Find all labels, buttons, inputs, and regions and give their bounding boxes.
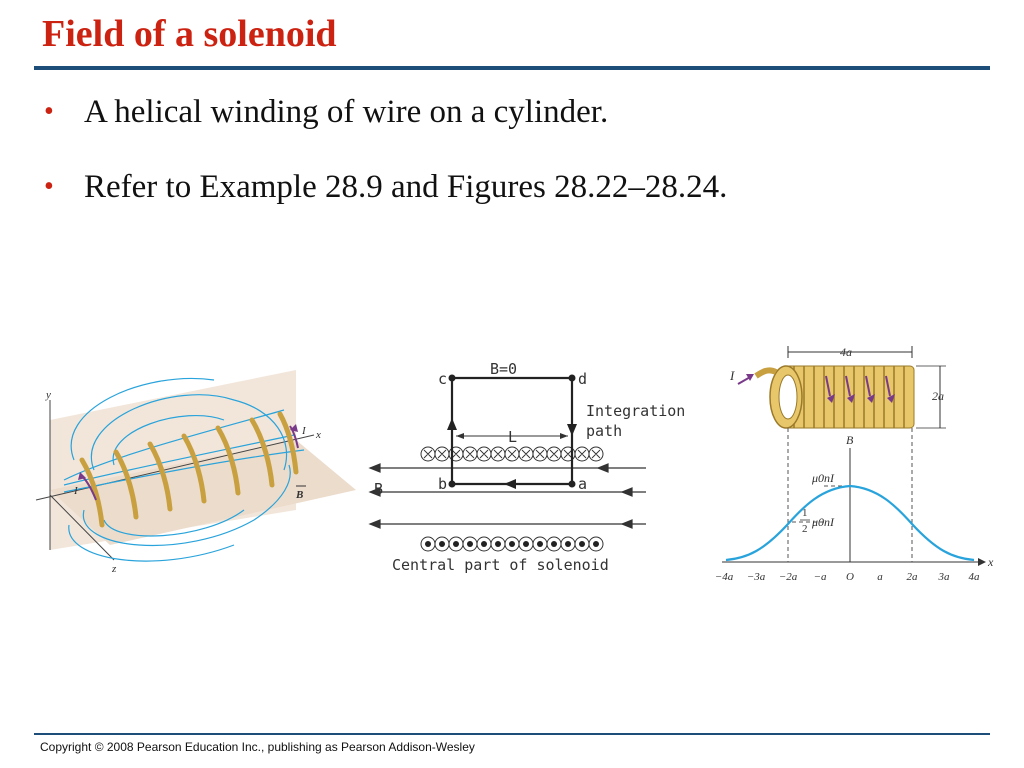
path-label: path — [586, 422, 623, 440]
field-lines — [370, 464, 646, 528]
bullet-text: A helical winding of wire on a cylinder. — [84, 94, 609, 130]
bullet-item — [44, 92, 727, 132]
label-b-zero: B=0 — [490, 360, 518, 378]
plot-y-label: B — [846, 433, 854, 447]
integration-label: Integration — [586, 402, 686, 420]
lead-wire — [756, 370, 776, 376]
tick-label: 4a — [968, 571, 980, 583]
peak-value-label: μ0nI — [812, 471, 835, 485]
bullet-text: Refer to Example 28.9 and Figures 28.22–28.24. — [84, 169, 728, 205]
ampere-path-figure — [366, 356, 696, 586]
bullet-list — [44, 92, 727, 242]
corner-label-c: c — [438, 370, 448, 388]
length-label: L — [508, 428, 518, 446]
arrow-icon — [598, 464, 608, 472]
current-label-bottom: I — [74, 485, 78, 497]
path-arrow-icon — [447, 418, 457, 430]
arrow-icon — [370, 520, 380, 528]
half-value-label: μ0nI — [812, 515, 835, 529]
x-axis-arrow-icon — [978, 558, 986, 566]
slide-title: Field of a solenoid — [42, 13, 337, 55]
tick-label: −a — [813, 571, 827, 583]
coil-inner — [779, 375, 797, 419]
corner-label-a: a — [578, 475, 588, 493]
tick-label: a — [877, 571, 883, 583]
solenoid-profile-figure — [704, 336, 1004, 596]
footer-divider — [34, 733, 990, 735]
tick-label: 2a — [906, 571, 918, 583]
path-arrow-icon — [567, 424, 577, 436]
x-ticks — [715, 571, 980, 583]
current-label: I — [730, 368, 735, 383]
axis-label-y: y — [46, 389, 51, 401]
tick-label: −3a — [746, 571, 766, 583]
input-current-arrowhead-icon — [746, 374, 754, 381]
arrow-icon — [622, 520, 632, 528]
plot-x-label: x — [988, 555, 994, 569]
corner-label-b: b — [438, 475, 448, 493]
bullet-dot-icon: • — [44, 96, 54, 127]
title-divider — [34, 66, 990, 70]
tick-label: −4a — [714, 571, 734, 583]
figure-caption: Central part of solenoid — [392, 556, 609, 574]
axis-label-x: x — [316, 429, 321, 441]
axis-label-z: z — [112, 563, 117, 575]
half-fraction-numerator: 1 — [802, 507, 808, 519]
field-vector-label: B — [374, 480, 384, 498]
tick-label: −2a — [778, 571, 798, 583]
arrow-icon — [560, 433, 568, 439]
arrow-icon — [456, 433, 464, 439]
tick-label: 3a — [938, 571, 950, 583]
diameter-label: 2a — [932, 389, 944, 403]
solenoid-field-figure — [34, 360, 364, 590]
path-arrow-icon — [504, 479, 516, 489]
footer-copyright: Copyright © 2008 Pearson Education Inc., publishing as Pearson Addison-Wesley — [40, 740, 475, 754]
arrow-icon — [622, 488, 632, 496]
half-fraction-denominator: 2 — [802, 523, 808, 535]
bullet-dot-icon: • — [44, 171, 54, 202]
bullet-item — [44, 167, 727, 207]
arrow-icon — [370, 464, 380, 472]
length-label: 4a — [840, 345, 852, 359]
field-label-b: B — [296, 489, 304, 501]
current-label-top: I — [302, 425, 306, 437]
corner-label-d: d — [578, 370, 588, 388]
tick-label: O — [846, 571, 854, 583]
